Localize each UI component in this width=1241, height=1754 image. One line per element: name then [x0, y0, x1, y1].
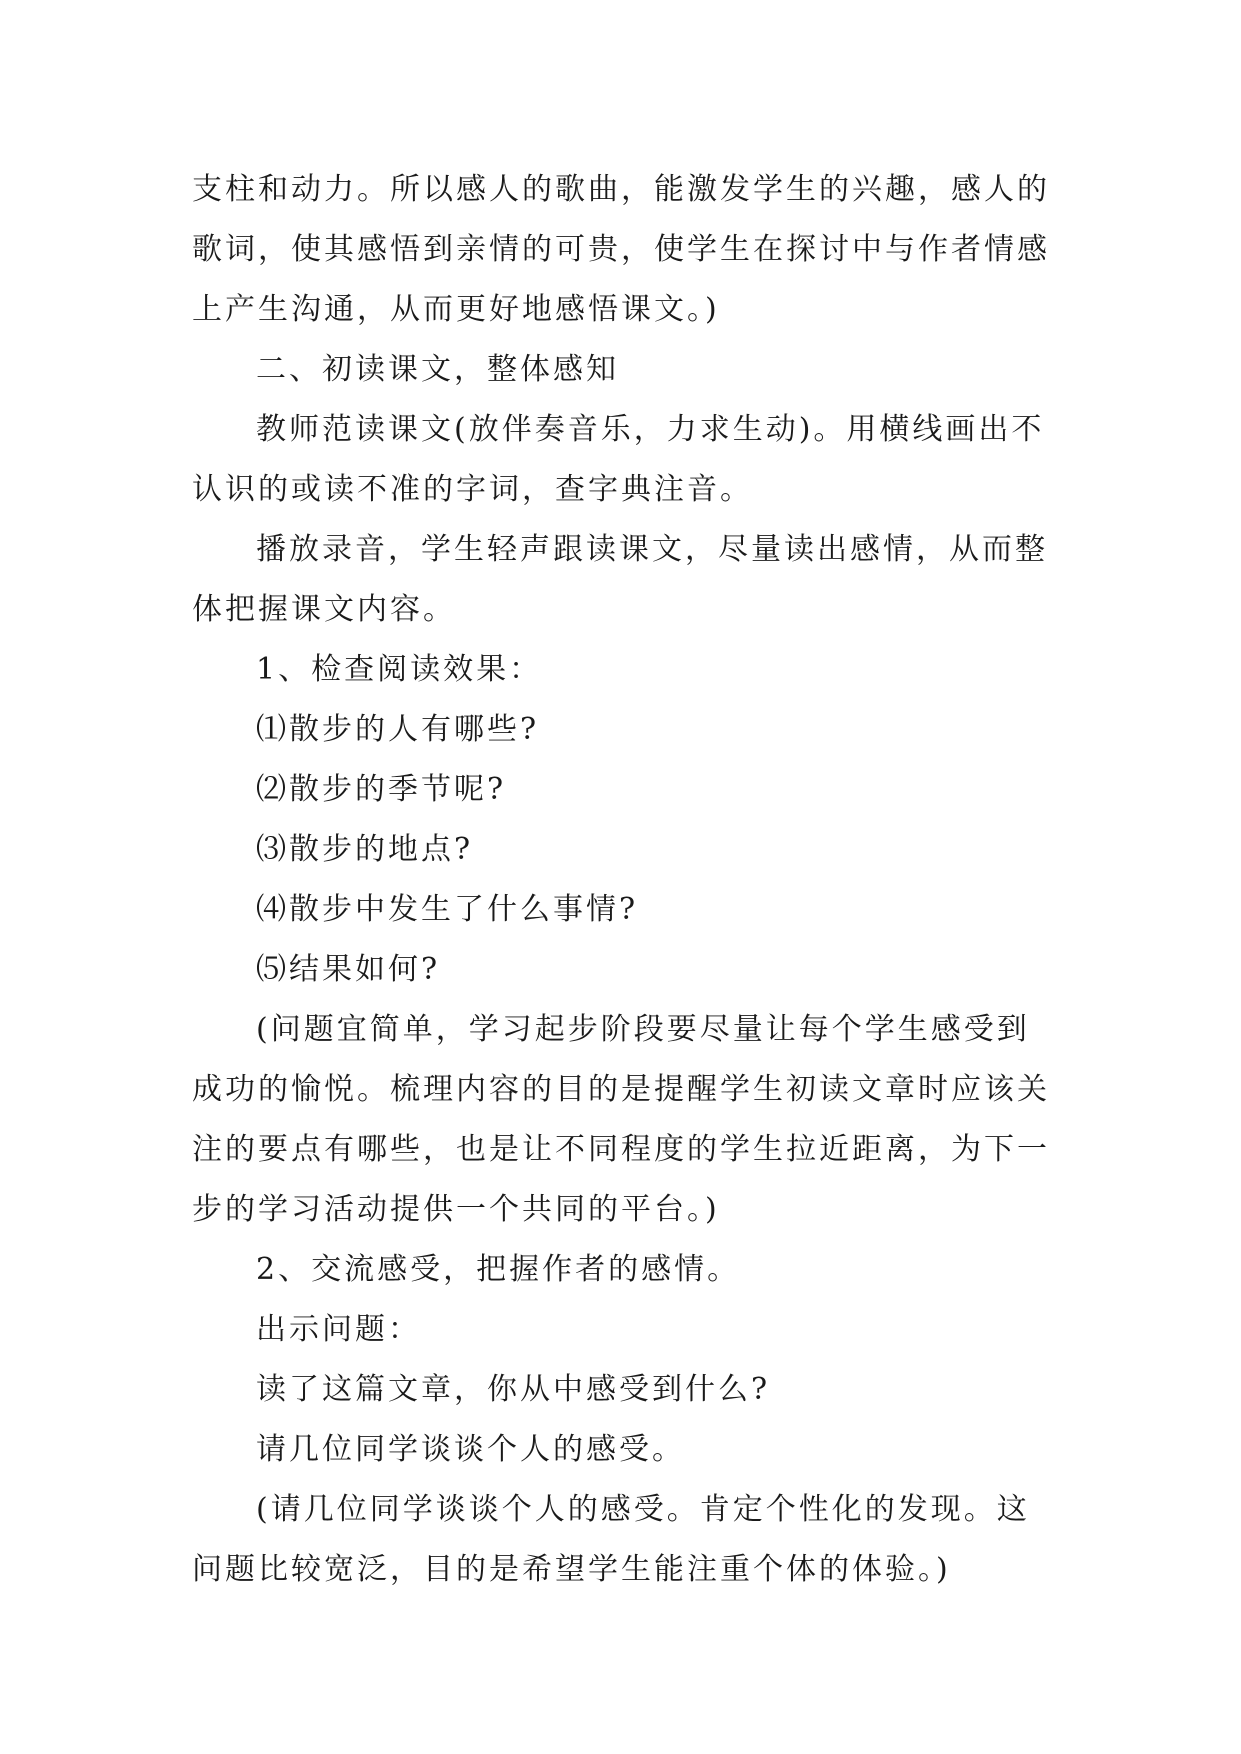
- section-heading: 二、初读课文，整体感知: [256, 352, 619, 387]
- body-line: (请几位同学谈谈个人的感受。肯定个性化的发现。这: [256, 1492, 1030, 1527]
- body-line: 认识的或读不准的字词，查字典注音。: [192, 472, 753, 507]
- question-item: ⑸结果如何?: [256, 952, 441, 987]
- body-line: 上产生沟通，从而更好地感悟课文。): [192, 292, 720, 327]
- body-line: 注的要点有哪些，也是让不同程度的学生拉近距离，为下一: [192, 1132, 1050, 1167]
- body-line: 问题比较宽泛，目的是希望学生能注重个体的体验。): [192, 1552, 951, 1587]
- body-line: 体把握课文内容。: [192, 592, 456, 627]
- body-line: 请几位同学谈谈个人的感受。: [256, 1432, 685, 1467]
- question-item: ⑶散步的地点?: [256, 832, 474, 867]
- body-line: 读了这篇文章，你从中感受到什么?: [256, 1372, 771, 1407]
- body-line: 教师范读课文(放伴奏音乐，力求生动)。用横线画出不: [256, 412, 1045, 447]
- document-body: [192, 160, 1052, 1600]
- body-line: 歌词，使其感悟到亲情的可贵，使学生在探讨中与作者情感: [192, 232, 1050, 267]
- subsection-heading: 2、交流感受，把握作者的感情。: [256, 1252, 741, 1287]
- body-line: 播放录音，学生轻声跟读课文，尽量读出感情，从而整: [256, 532, 1048, 567]
- subsection-heading: 1、检查阅读效果：: [256, 652, 543, 687]
- body-line: 步的学习活动提供一个共同的平台。): [192, 1192, 720, 1227]
- question-item: ⑴散步的人有哪些?: [256, 712, 540, 747]
- question-item: ⑷散步中发生了什么事情?: [256, 892, 639, 927]
- question-item: ⑵散步的季节呢?: [256, 772, 507, 807]
- body-line: 出示问题：: [256, 1312, 421, 1347]
- body-line: 成功的愉悦。梳理内容的目的是提醒学生初读文章时应该关: [192, 1072, 1050, 1107]
- body-line: 支柱和动力。所以感人的歌曲，能激发学生的兴趣，感人的: [192, 172, 1050, 207]
- body-line: (问题宜简单，学习起步阶段要尽量让每个学生感受到: [256, 1012, 1030, 1047]
